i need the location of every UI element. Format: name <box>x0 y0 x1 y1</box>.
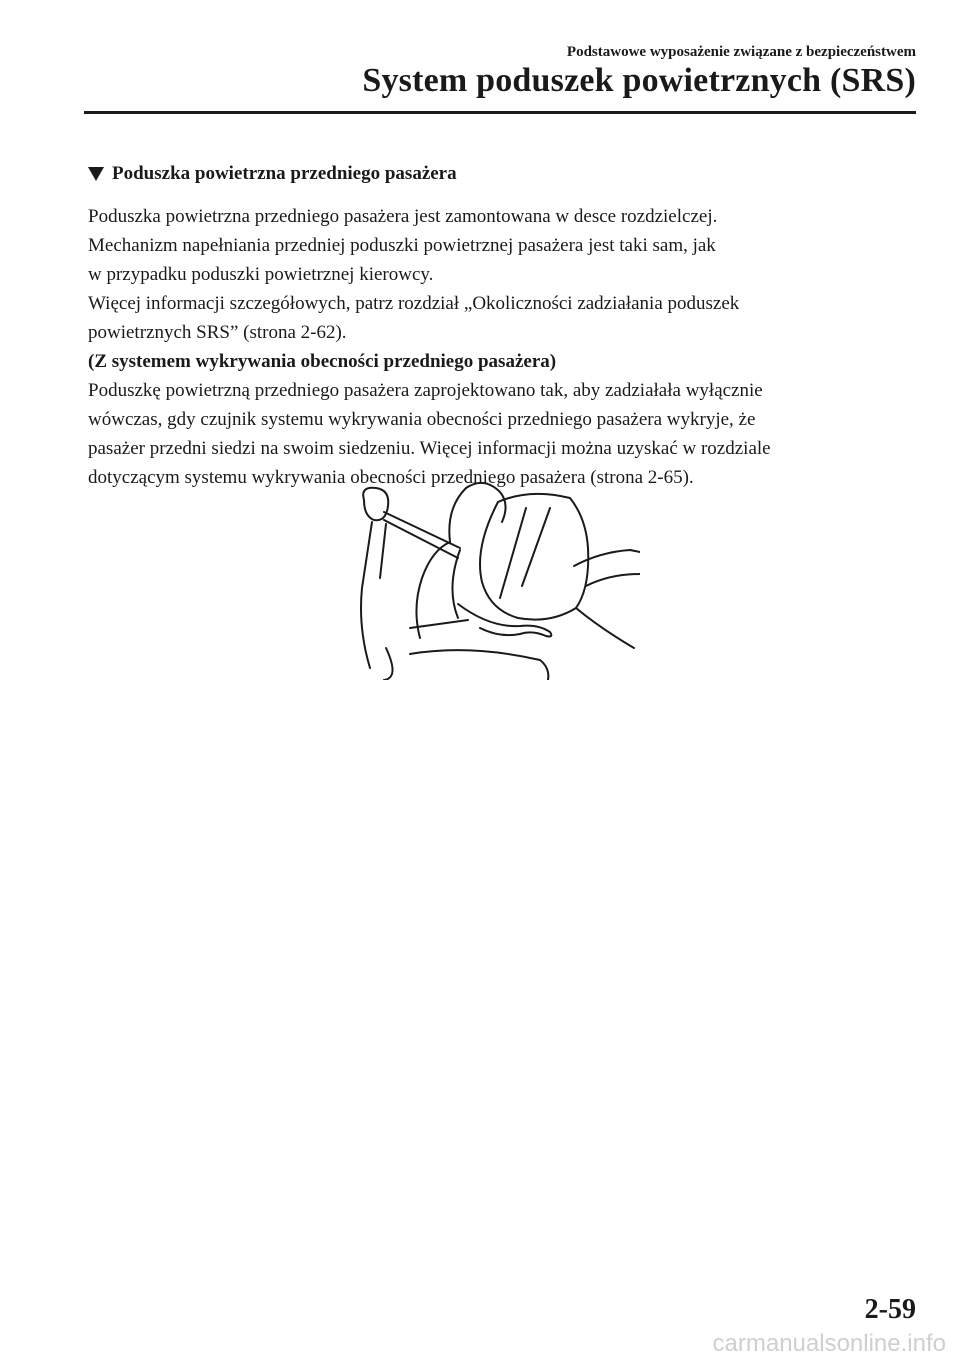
paragraph-line: powietrznych SRS” (strona 2-62). <box>88 322 347 343</box>
airbag-fold-line <box>500 508 550 598</box>
subsection-label: (Z systemem wykrywania obecności przedniego pasażera) <box>88 351 557 372</box>
paragraph-line: pasażer przedni siedzi na swoim siedzeniu. Więcej informacji można uzyskać w rozdziale <box>88 438 771 459</box>
passenger-airbag-deployment-illustration <box>350 478 640 680</box>
page-number: 2-59 <box>864 1294 916 1325</box>
paragraph-line: w przypadku poduszki powietrznej kierowcy. <box>88 264 434 285</box>
paragraph-line: Mechanizm napełniania przedniej poduszki powietrznej pasażera jest taki sam, jak <box>88 235 716 256</box>
paragraph-line: dotyczącym systemu wykrywania obecności przedniego pasażera (strona 2-65). <box>88 467 694 488</box>
header-divider <box>84 111 916 114</box>
watermark: carmanualsonline.info <box>712 1330 946 1357</box>
page-title: System poduszek powietrznych (SRS) <box>362 62 916 99</box>
paragraph-line: Więcej informacji szczegółowych, patrz rozdział „Okoliczności zadziałania poduszek <box>88 293 740 314</box>
seat-back <box>361 522 386 668</box>
seat-cushion <box>384 648 393 680</box>
paragraph-line: Poduszka powietrzna przedniego pasażera jest zamontowana w desce rozdzielczej. <box>88 206 718 227</box>
headrest <box>363 488 388 520</box>
section-heading <box>88 163 457 185</box>
body-text <box>88 202 918 492</box>
section-heading-text: Poduszka powietrzna przedniego pasażera <box>112 163 457 184</box>
triangle-down-icon <box>88 167 104 181</box>
deployed-airbag <box>480 494 588 620</box>
paragraph-line: wówczas, gdy czujnik systemu wykrywania obecności przedniego pasażera wykryje, że <box>88 409 756 430</box>
paragraph-line: Poduszkę powietrzną przedniego pasażera zaprojektowano tak, aby zadziałała wyłącznie <box>88 380 763 401</box>
chapter-subtitle: Podstawowe wyposażenie związane z bezpieczeństwem <box>566 44 916 60</box>
dashboard <box>410 550 640 680</box>
passenger-head <box>449 483 505 542</box>
